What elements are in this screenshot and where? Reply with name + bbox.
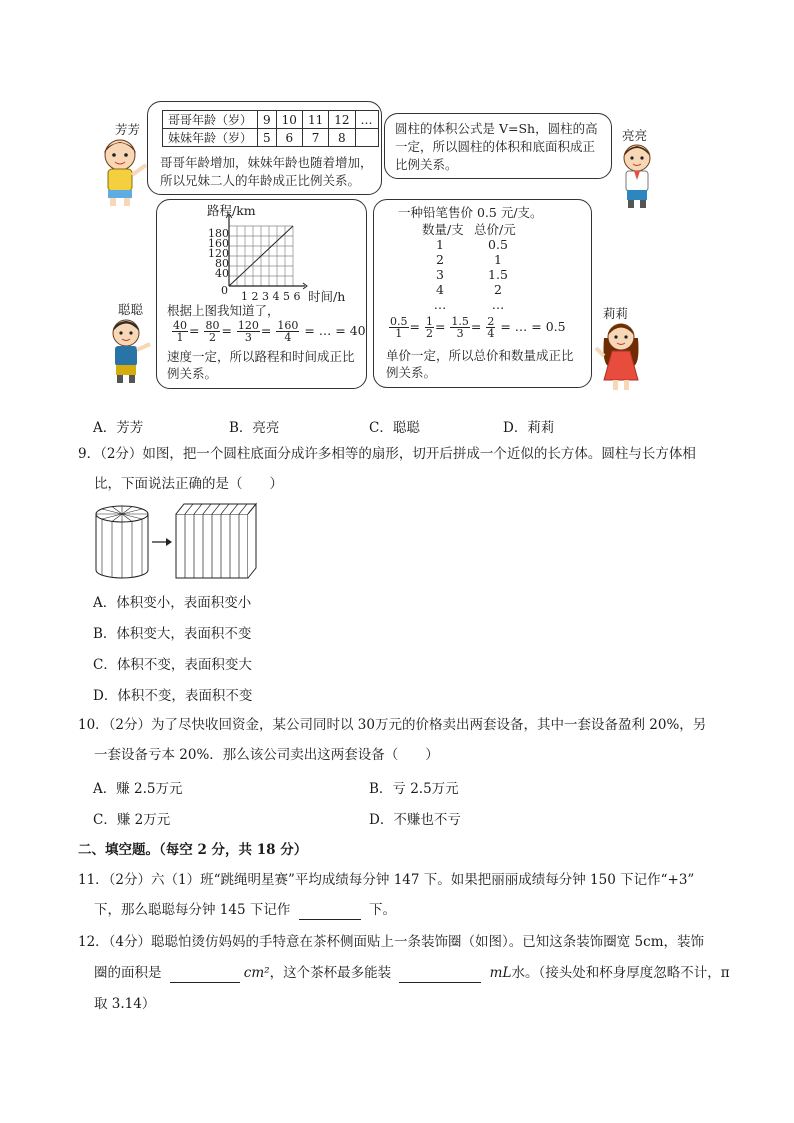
denominator: 3 [456, 327, 464, 340]
q11-stem-line2 [94, 900, 396, 920]
fangfang-text-2: 所以兄妹二人的年龄成正比例关系。 [160, 173, 361, 188]
fraction [389, 316, 409, 339]
numerator: 120 [237, 319, 259, 332]
denominator: 2 [425, 327, 433, 340]
q12-stem-line3: 取 3.14） [94, 996, 156, 1012]
quantity-value: 4 [436, 282, 444, 297]
denominator: 4 [284, 331, 292, 344]
table-cell: 11 [302, 111, 328, 129]
q12-unit-area: cm² [243, 965, 270, 981]
numerator: 1.5 [451, 315, 469, 328]
congcong-boy-illustration [100, 316, 155, 386]
congcong-equation: $\frac{40}{1}$ = $\frac{80}{2}$ = $\frac{120}{3}$ = $\frac{160}{4}$ = … = 40 [173, 319, 366, 344]
q12-stem-line1: 12．（4分）聪聪怕烫仿妈妈的手特意在茶杯侧面贴上一条装饰圈（如图）。已知这条装饰圈宽 5cm，装饰 [78, 934, 705, 950]
fangfang-text-1: 哥哥年龄增加，妹妹年龄也随着增加， [160, 155, 373, 170]
q9-option-b[interactable]: B．体积变大，表面积不变 [93, 626, 252, 642]
liangliang-text-3: 比例关系。 [395, 157, 458, 172]
q9-option-c[interactable]: C．体积不变，表面积变大 [93, 657, 252, 673]
q10-stem-line2: 一套设备亏本 20%．那么该公司卖出这两套设备（ ） [94, 747, 439, 763]
liangliang-bubble [384, 113, 612, 179]
q11-text-before-blank: 下，那么聪聪每分钟 145 下记作 [94, 902, 291, 918]
q11-text-after-blank: 下。 [368, 902, 396, 918]
numerator: 160 [277, 319, 299, 332]
fraction [486, 316, 495, 339]
quantity-value: 2 [436, 252, 444, 267]
fraction [276, 320, 299, 343]
y-tick-label: 180 [208, 227, 229, 240]
table-cell: 10 [276, 111, 302, 129]
quantity-value: 3 [436, 267, 444, 282]
q9-stem-line2: 比，下面说法正确的是（ ） [94, 476, 283, 492]
numerator: 80 [205, 319, 220, 332]
price-value: 0.5 [488, 237, 508, 252]
q10-option-a[interactable]: A．赚 2.5万元 [93, 781, 183, 797]
q10-option-b[interactable]: B．亏 2.5万元 [369, 781, 459, 797]
price-value: 2 [494, 282, 502, 297]
quantity-value: … [433, 297, 447, 312]
congcong-text-2: 例关系。 [167, 366, 218, 381]
graph-x-ticks: 1 2 3 4 5 6 [241, 290, 301, 303]
fangfang-girl-illustration [90, 135, 150, 210]
table-cell: 5 [258, 129, 277, 147]
congcong-bubble [156, 199, 367, 389]
congcong-text-1: 速度一定，所以路程和时间成正比 [167, 349, 355, 364]
lili-text-2: 例关系。 [386, 365, 437, 380]
q8-option-d[interactable]: D．莉莉 [503, 420, 555, 436]
lili-name: 莉莉 [603, 306, 629, 321]
lili-quantity-column [422, 237, 458, 312]
numerator: 0.5 [390, 315, 408, 328]
age-table [162, 110, 379, 147]
fraction [172, 320, 188, 343]
lili-bubble [373, 199, 592, 388]
q12-answer-blank-area[interactable] [170, 966, 240, 983]
q12-unit-volume: mL [489, 965, 512, 981]
q12-answer-blank-volume[interactable] [399, 966, 481, 983]
liangliang-text-2: 一定，所以圆柱的体积和底面积成正 [395, 139, 596, 154]
liangliang-name: 亮亮 [622, 128, 648, 143]
equation-tail: = … = 0.5 [500, 319, 566, 334]
table-row [163, 129, 379, 147]
q12-stem-line2 [94, 963, 730, 983]
q10-option-c[interactable]: C．赚 2万元 [93, 812, 171, 828]
q8-option-a[interactable]: A．芳芳 [93, 420, 144, 436]
q11-answer-blank[interactable] [299, 903, 361, 920]
numerator: 2 [487, 315, 495, 328]
lili-col1-header: 数量/支 [422, 222, 464, 237]
fangfang-name: 芳芳 [115, 122, 141, 137]
table-cell [355, 129, 378, 147]
graph-y-ticks [205, 229, 229, 279]
table-cell: 12 [329, 111, 355, 129]
graph-x-axis-label: 时间/h [308, 289, 346, 304]
price-value: 1.5 [488, 267, 508, 282]
q12-text-2: ，这个茶杯最多能装 [269, 965, 392, 981]
lili-intro: 一种铅笔售价 0.5 元/支。 [398, 205, 543, 220]
fangfang-bubble [147, 101, 382, 195]
table-cell: … [355, 111, 378, 129]
y-tick-label: 40 [215, 267, 229, 280]
price-value: … [491, 297, 505, 312]
denominator: 1 [395, 327, 403, 340]
lili-price-column [478, 237, 518, 312]
table-cell: 7 [302, 129, 328, 147]
graph-y-axis-label: 路程/km [207, 203, 256, 218]
table-cell: 8 [329, 129, 355, 147]
lili-text-1: 单价一定，所以总价和数量成正比 [386, 348, 574, 363]
table-cell: 6 [276, 129, 302, 147]
denominator: 2 [208, 331, 216, 344]
q9-stem-line1: 9．（2分）如图，把一个圆柱底面分成许多相等的扇形，切开后拼成一个近似的长方体。圆柱与长方体相 [78, 446, 696, 462]
fraction [237, 320, 260, 343]
table-cell: 9 [258, 111, 277, 129]
q8-option-c[interactable]: C．聪聪 [369, 420, 420, 436]
denominator: 4 [487, 327, 495, 340]
distance-time-graph [157, 200, 366, 300]
congcong-name: 聪聪 [118, 302, 144, 317]
denominator: 3 [244, 331, 252, 344]
lili-equation: $\frac{0.5}{1}$ = $\frac{1}{2}$ = $\frac{1.5}{3}$ = $\frac{2}{4}$ = … = 0.5 [390, 315, 566, 340]
numerator: 40 [173, 319, 187, 332]
fraction [204, 320, 220, 343]
price-value: 1 [494, 252, 502, 267]
lili-girl-illustration [592, 318, 650, 398]
numerator: 1 [425, 315, 433, 328]
table-cell: 哥哥年龄（岁） [163, 111, 258, 129]
fraction [425, 316, 434, 339]
lili-col2-header: 总价/元 [474, 222, 516, 237]
y-tick-label: 80 [215, 257, 229, 270]
y-tick-label: 120 [208, 247, 229, 260]
liangliang-boy-illustration [612, 140, 662, 210]
q12-text-1: 圈的面积是 [94, 965, 162, 981]
table-row [163, 111, 379, 129]
q10-option-d[interactable]: D．不赚也不亏 [369, 812, 461, 828]
equation-tail: = … = 40 [304, 323, 366, 338]
q9-option-a[interactable]: A．体积变小，表面积变小 [93, 595, 252, 611]
q11-stem-line1: 11．（2分）六（1）班“跳绳明星赛”平均成绩每分钟 147 下。如果把丽丽成绩每分钟 150 下记作“+3” [78, 872, 695, 888]
q12-text-3: 水。（接头处和杯身厚度忽略不计，π [511, 965, 730, 981]
table-cell: 妹妹年龄（岁） [163, 129, 258, 147]
quantity-value: 1 [436, 237, 444, 252]
q8-option-b[interactable]: B．亮亮 [229, 420, 280, 436]
y-tick-label: 160 [208, 237, 229, 250]
graph-origin-label: 0 [221, 284, 228, 297]
fraction [450, 316, 470, 339]
denominator: 1 [176, 331, 184, 344]
congcong-intro: 根据上图我知道了， [167, 303, 280, 318]
q9-option-d[interactable]: D．体积不变，表面积不变 [93, 688, 253, 704]
q10-stem-line1: 10．（2分）为了尽快收回资金，某公司同时以 30万元的价格卖出两套设备，其中一套设备盈利 20%，另 [78, 717, 707, 733]
section-heading: 二、填空题。（每空 2 分，共 18 分） [78, 842, 308, 858]
cylinder-to-cuboid-diagram [90, 500, 265, 582]
liangliang-text-1: 圆柱的体积公式是 V=Sh，圆柱的高 [395, 121, 598, 136]
